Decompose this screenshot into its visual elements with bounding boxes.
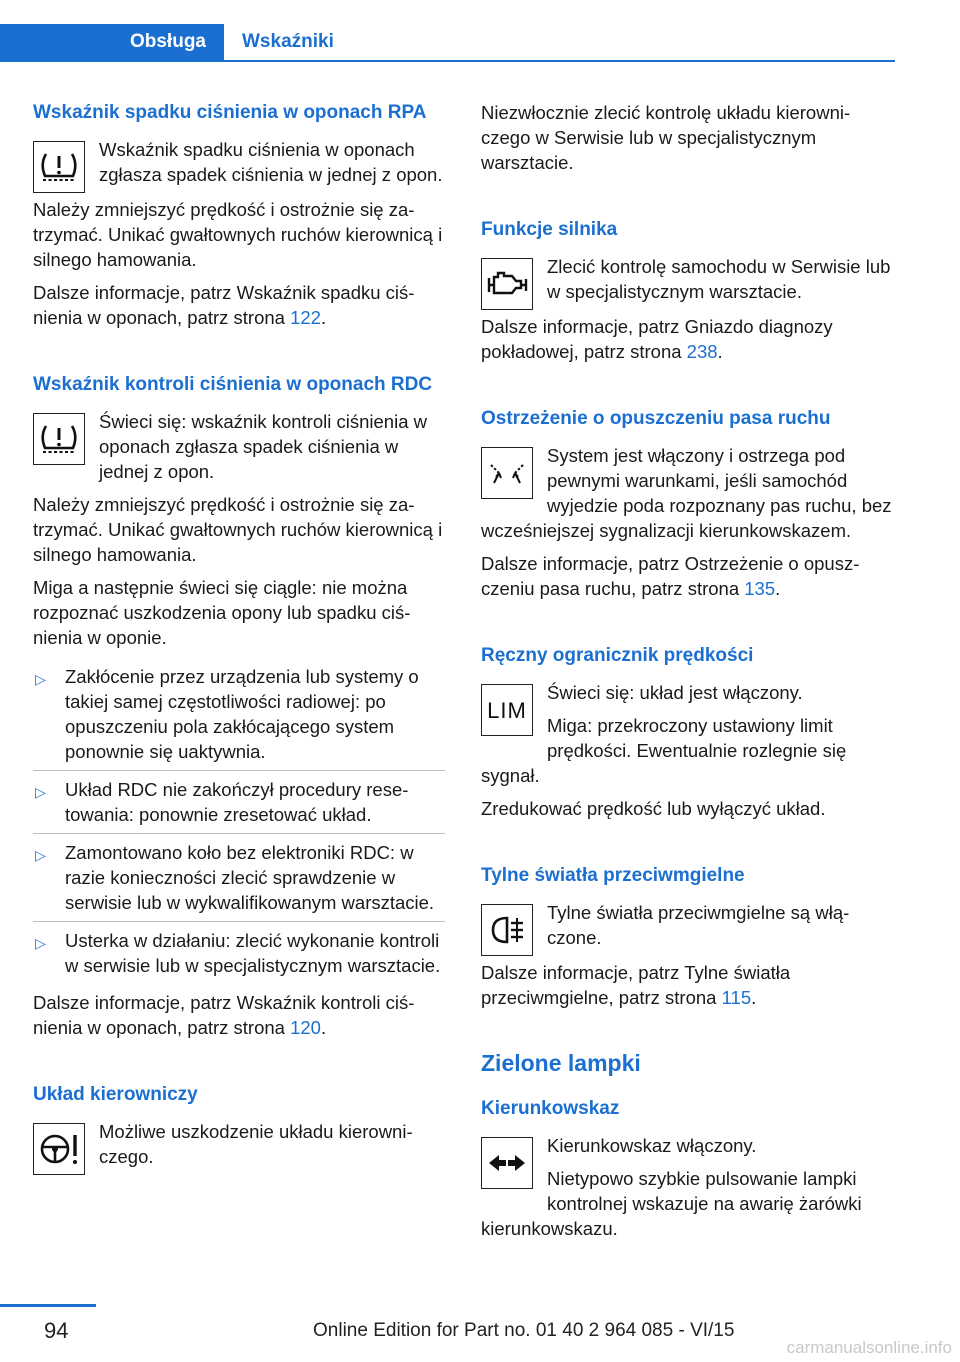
list-item: ▷ Układ RDC nie zakończył procedury resetowania: ponownie zresetować układ. — [33, 771, 445, 834]
tab-wskazniki[interactable]: Wskaźniki — [242, 31, 334, 52]
tire-pressure-icon — [33, 141, 85, 193]
section-title-engine: Funkcje silnika — [481, 219, 618, 240]
triangle-bullet-icon: ▷ — [35, 671, 46, 687]
engine-icon — [481, 258, 533, 310]
tab-obsluga[interactable]: Obsługa — [0, 24, 224, 62]
rdc-paragraph-2: Miga a następnie świeci się ciągle: nie można rozpoznać uszkodzenia opony lub spadku ciśnienia w oponie. — [33, 577, 411, 648]
steering-icon-text: Możliwe uszkodzenie układu kierowniczego. — [99, 1121, 413, 1167]
rpa-paragraph-2: Dalsze informacje, patrz Wskaźnik spadku ciśnienia w oponach, patrz strona 122. — [33, 282, 415, 328]
page-link-135[interactable]: 135 — [744, 578, 776, 599]
left-column — [33, 100, 445, 1179]
lane-departure-icon — [481, 447, 533, 499]
edition-text: Online Edition for Part no. 01 40 2 964 085 - VI/15 — [313, 1320, 735, 1341]
page-link-238[interactable]: 238 — [686, 341, 718, 362]
fog-paragraph-1: Dalsze informacje, patrz Tylne światła przeciwmgielne, patrz strona 115. — [481, 962, 791, 1008]
engine-icon-text: Zlecić kontrolę samochodu w Serwisie lub w specjalistycznym warsztacie. — [547, 256, 891, 302]
speed-limiter-icon — [481, 684, 533, 736]
turn-signal-icon — [481, 1137, 533, 1189]
limiter-paragraph-2: Zredukować prędkość lub wyłączyć układ. — [481, 798, 826, 819]
triangle-bullet-icon: ▷ — [35, 784, 46, 800]
turn-paragraph-1: Nietypowo szybkie pulsowanie lampki kontrolnej wskazuje na awarię żarówki kierunkowskazu. — [481, 1168, 862, 1239]
list-item: ▷ Usterka w działaniu: zlecić wykonanie kontroli w serwisie lub w specjalistycznym warsztacie. — [35, 930, 441, 976]
watermark: carmanualsonline.info — [786, 1338, 952, 1357]
section-title-rpa: Wskaźnik spadku ciśnienia w oponach RPA — [33, 102, 427, 123]
section-title-fog: Tylne światła przeciwmgielne — [481, 865, 745, 886]
rdc-paragraph-3: Dalsze informacje, patrz Wskaźnik kontroli ciśnienia w oponach, patrz strona 120. — [33, 992, 415, 1038]
limiter-icon-label: LIM — [487, 697, 527, 723]
list-item: ▷ Zakłócenie przez urządzenia lub systemy o takiej samej częstotliwości radiowej: po opuszczeniu pola zakłócającego system ponownie się uaktywnia. — [33, 658, 445, 771]
rdc-paragraph-1: Należy zmniejszyć prędkość i ostrożnie się zatrzymać. Unikać gwałtownych ruchów kierownicą i silnego hamowania. — [33, 494, 443, 565]
tire-pressure-control-icon — [33, 413, 85, 465]
section-title-rdc: Wskaźnik kontroli ciśnienia w oponach RDC — [33, 374, 433, 395]
engine-paragraph-1: Dalsze informacje, patrz Gniazdo diagnozy pokładowej, patrz strona 238. — [481, 316, 833, 362]
limiter-paragraph-1: Miga: przekroczony ustawiony limit prędkości. Ewentualnie rozlegnie się sygnał. — [481, 715, 847, 786]
section-title-lane: Ostrzeżenie o opuszczeniu pasa ruchu — [481, 408, 831, 429]
triangle-bullet-icon: ▷ — [35, 847, 46, 863]
header-divider — [224, 60, 895, 62]
turn-icon-text: Kierunkowskaz włączony. — [547, 1135, 757, 1156]
section-title-steering: Układ kierowniczy — [33, 1084, 198, 1105]
page-link-120[interactable]: 120 — [290, 1017, 321, 1038]
rear-fog-light-icon — [481, 904, 533, 956]
section-title-limiter: Ręczny ogranicznik prędkości — [481, 645, 754, 666]
list-item: ▷ Zamontowano koło bez elektroniki RDC: w razie konieczności zlecić sprawdzenie w serwisie lub w wykwalifikowanym warsztacie. — [33, 834, 445, 922]
page-header — [0, 0, 960, 62]
fog-icon-text: Tylne światła przeciwmgielne są włączone. — [547, 902, 850, 948]
steering-warning-icon — [33, 1123, 85, 1175]
section-heading-green-lamps: Zielone lampki — [481, 1050, 641, 1076]
lane-icon-text: System jest włączony i ostrzega pod pewnymi warunkami, jeśli samochód wyjedzie poda rozpoznany pas ruchu, bez wcześniejszej sygnalizacji kierunkowskazem. — [481, 445, 892, 541]
footer-divider — [0, 1304, 96, 1307]
right-column — [481, 100, 893, 1249]
page-link-115[interactable]: 115 — [721, 987, 752, 1008]
page-link-122[interactable]: 122 — [290, 307, 321, 328]
rpa-icon-text: Wskaźnik spadku ciśnienia w oponach zgłasza spadek ciśnienia w jednej z opon. — [99, 139, 443, 185]
rpa-paragraph-1: Należy zmniejszyć prędkość i ostrożnie się zatrzymać. Unikać gwałtownych ruchów kierownicą i silnego hamowania. — [33, 199, 443, 270]
rdc-icon-text: Świeci się: wskaźnik kontroli ciśnienia w oponach zgłasza spadek ciśnienia w jednej z opon. — [99, 411, 427, 482]
section-title-turn: Kierunkowskaz — [481, 1098, 620, 1119]
limiter-icon-text: Świeci się: układ jest włączony. — [547, 682, 803, 703]
rdc-bullet-list — [33, 658, 445, 984]
page-number: 94 — [44, 1318, 69, 1343]
lane-paragraph-1: Dalsze informacje, patrz Ostrzeżenie o opuszczeniu pasa ruchu, patrz strona 135. — [481, 553, 860, 599]
steering-continuation: Niezwłocznie zlecić kontrolę układu kierowniczego w Serwisie lub w specjalistycznym warsztacie. — [481, 102, 851, 173]
triangle-bullet-icon: ▷ — [35, 935, 46, 951]
